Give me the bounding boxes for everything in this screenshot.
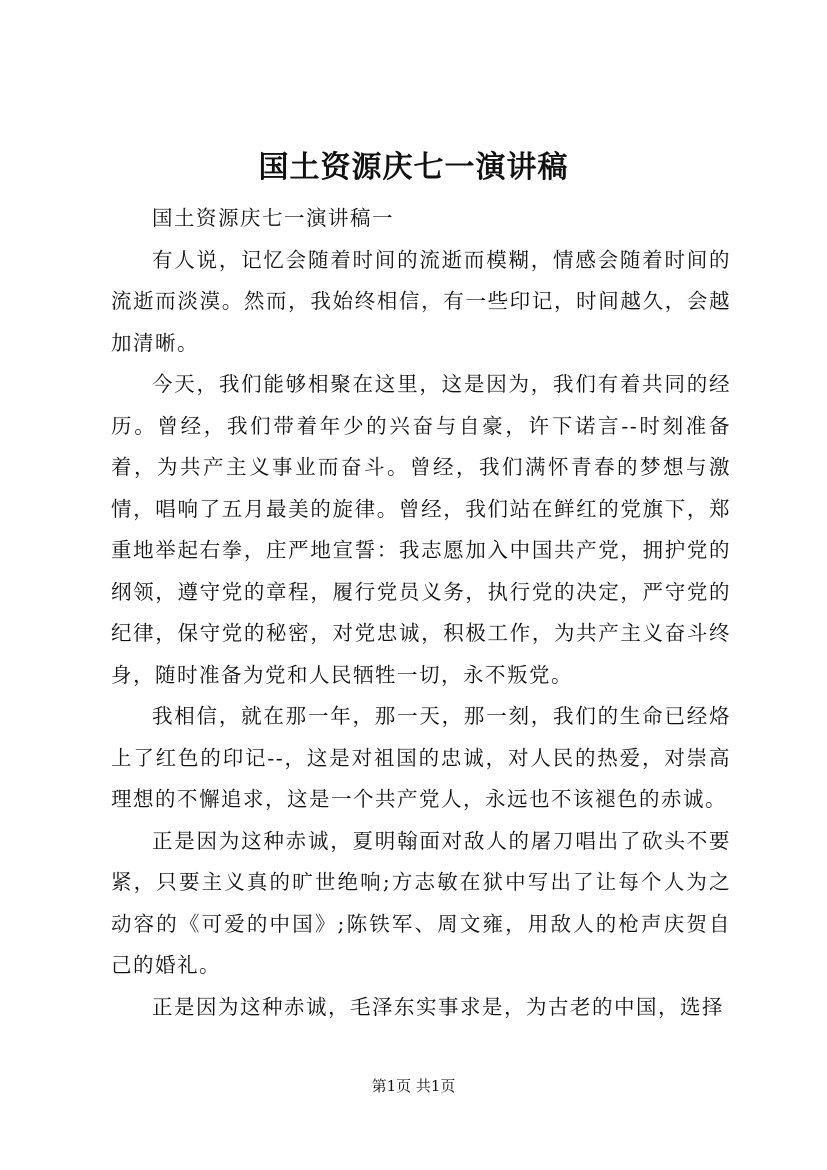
body-paragraph: 我相信，就在那一年，那一天，那一刻，我们的生命已经烙上了红色的印记--，这是对祖国的忠诚，对人民的热爱，对崇高理想的不懈追求，这是一个共产党人，永远也不该褪色的赤诚。	[111, 704, 731, 811]
body-paragraph: 今天，我们能够相聚在这里，这是因为，我们有着共同的经历。曾经，我们带着年少的兴奋与自豪，许下诺言--时刻准备着，为共产主义事业而奋斗。曾经，我们满怀青春的梦想与激情，唱响了五月最美的旋律。曾经，我们站在鲜红的党旗下，郑重地举起右拳，庄严地宣誓：我志愿加入中国共产党，拥护党的纲领，遵守党的章程，履行党员义务，执行党的决定，严守党的纪律，保守党的秘密，对党忠诚，积极工作，为共产主义奋斗终身，随时准备为党和人民牺牲一切，永不叛党。	[111, 372, 731, 687]
body-paragraph: 有人说，记忆会随着时间的流逝而模糊，情感会随着时间的流逝而淡漠。然而，我始终相信，有一些印记，时间越久，会越加清晰。	[111, 247, 731, 355]
document-title: 国土资源庆七一演讲稿	[258, 150, 569, 185]
subtitle-paragraph: 国土资源庆七一演讲稿一	[152, 206, 394, 230]
body-paragraph: 正是因为这种赤诚，夏明翰面对敌人的屠刀唱出了砍头不要紧，只要主义真的旷世绝响;方志敏在狱中写出了让每个人为之动容的《可爱的中国》;陈铁军、周文雍，用敌人的枪声庆贺自己的婚礼。	[111, 828, 731, 977]
page-footer: 第1页 共1页	[371, 1077, 456, 1095]
document-body	[111, 198, 731, 1028]
body-paragraph: 正是因为这种赤诚，毛泽东实事求是，为古老的中国，选择	[152, 994, 724, 1019]
